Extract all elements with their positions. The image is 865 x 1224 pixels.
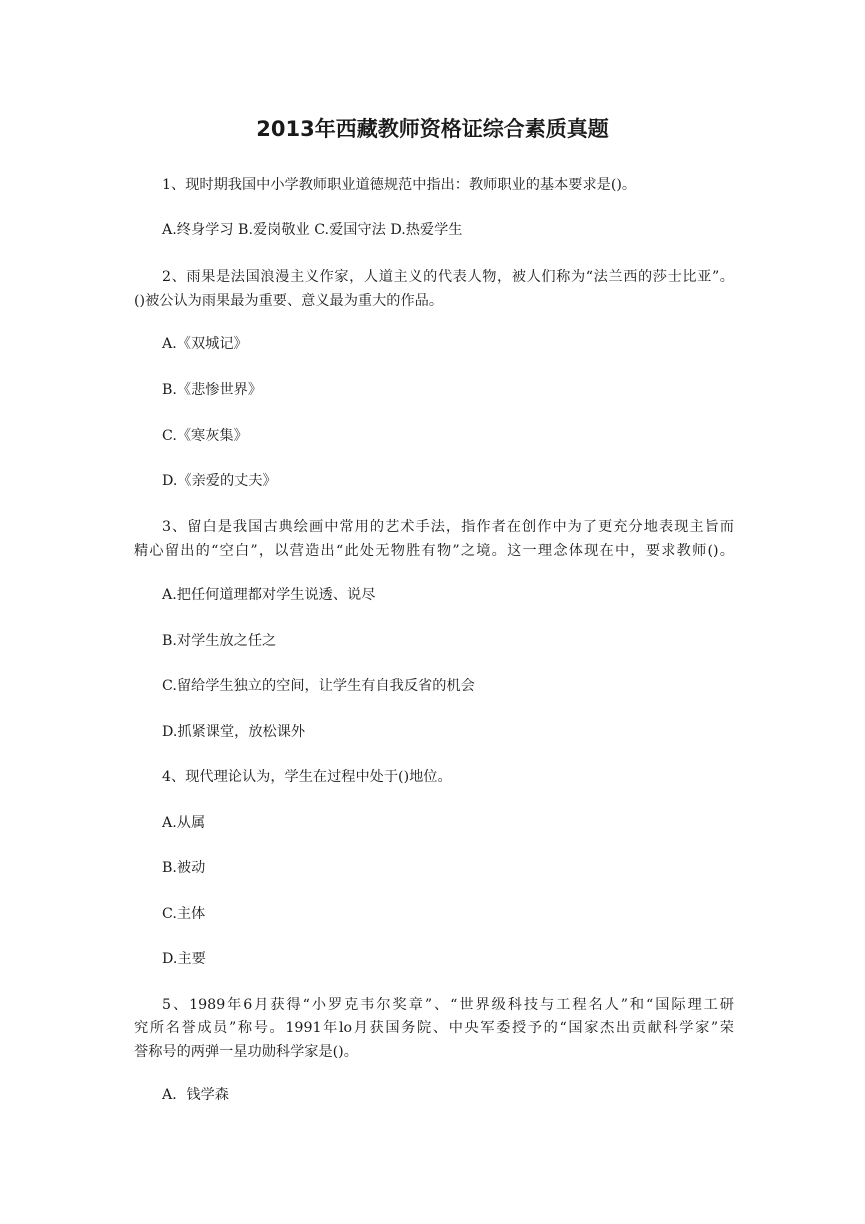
question-2-option-a: A.《双城记》 (162, 336, 248, 352)
question-2-stem-line-2: ()被公认为雨果最为重要、意义最为重大的作品。 (134, 293, 444, 309)
question-2-option-c: C.《寒灰集》 (162, 428, 248, 444)
question-3-stem-line-1: 3、留白是我国古典绘画中常用的艺术手法，指作者在创作中为了更充分地表现主旨而 (162, 519, 734, 535)
question-5-stem-line-1: 5、1989年6月获得“小罗克韦尔奖章”、“世界级科技与工程名人”和“国际理工研 (162, 997, 734, 1013)
question-3-option-b: B.对学生放之任之 (162, 633, 277, 649)
question-5-option-a: A．钱学森 (162, 1087, 229, 1103)
question-3-stem-line-2: 精心留出的“空白”，以营造出“此处无物胜有物”之境。这一理念体现在中，要求教师()。 (134, 543, 734, 559)
question-3-option-a: A.把任何道理都对学生说透、说尽 (162, 587, 376, 603)
question-5-stem-line-2: 究所名誉成员”称号。1991年lo月获国务院、中央军委授予的“国家杰出贡献科学家”荣 (134, 1020, 734, 1036)
question-2-stem-line-1: 2、雨果是法国浪漫主义作家，人道主义的代表人物，被人们称为“法兰西的莎士比亚”。 (162, 269, 734, 285)
question-1-stem: 1、现时期我国中小学教师职业道德规范中指出：教师职业的基本要求是()。 (162, 177, 637, 193)
question-2-option-b: B.《悲惨世界》 (162, 382, 263, 398)
question-4-stem: 4、现代理论认为，学生在过程中处于()地位。 (162, 769, 452, 785)
question-2-option-d: D.《亲爱的丈夫》 (162, 473, 277, 489)
question-3-option-d: D.抓紧课堂，放松课外 (162, 724, 306, 740)
question-4-option-c: C.主体 (162, 906, 206, 922)
question-4-option-b: B.被动 (162, 860, 206, 876)
document-title: 2013年西藏教师资格证综合素质真题 (256, 117, 609, 141)
question-3-option-c: C.留给学生独立的空间，让学生有自我反省的机会 (162, 678, 475, 694)
question-1-options: A.终身学习 B.爱岗敬业 C.爱国守法 D.热爱学生 (162, 222, 463, 238)
question-5-stem-line-3: 誉称号的两弹一星功勋科学家是()。 (134, 1044, 358, 1060)
question-4-option-d: D.主要 (162, 951, 206, 967)
question-4-option-a: A.从属 (162, 815, 206, 831)
